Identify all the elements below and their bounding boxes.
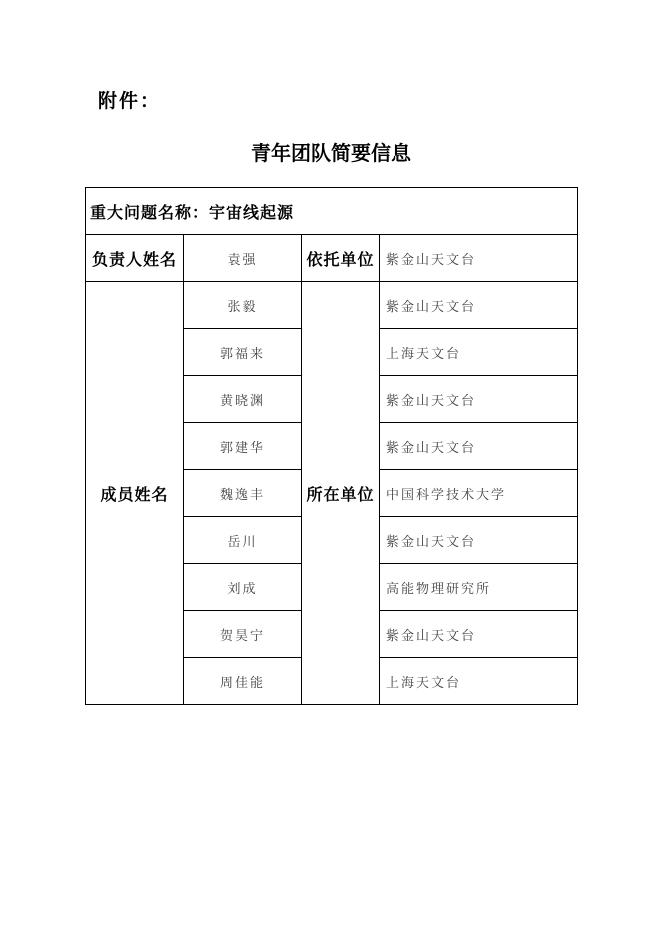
member-unit: 中国科学技术大学 (380, 470, 578, 517)
host-unit: 紫金山天文台 (380, 235, 578, 282)
member-name: 刘成 (184, 564, 302, 611)
member-name: 贺昊宁 (184, 611, 302, 658)
document-title: 青年团队简要信息 (251, 141, 411, 165)
attachment-label: 附件： (98, 90, 162, 112)
member-name: 郭建华 (184, 423, 302, 470)
leader-row (86, 235, 578, 282)
member-unit: 上海天文台 (380, 329, 578, 376)
member-unit: 高能物理研究所 (380, 564, 578, 611)
member-unit: 紫金山天文台 (380, 423, 578, 470)
member-unit: 紫金山天文台 (380, 517, 578, 564)
member-unit: 紫金山天文台 (380, 282, 578, 329)
leader-name: 袁强 (184, 235, 302, 282)
member-name: 岳川 (184, 517, 302, 564)
leader-name-label: 负责人姓名 (86, 235, 184, 282)
member-name-label: 成员姓名 (86, 282, 184, 705)
host-unit-label: 依托单位 (302, 235, 380, 282)
member-name: 郭福来 (184, 329, 302, 376)
member-name: 魏逸丰 (184, 470, 302, 517)
member-row (86, 282, 578, 329)
member-name: 张毅 (184, 282, 302, 329)
member-name: 周佳能 (184, 658, 302, 705)
member-unit-label: 所在单位 (302, 282, 380, 705)
member-unit: 紫金山天文台 (380, 376, 578, 423)
problem-row (86, 188, 578, 235)
problem-name-cell: 重大问题名称：宇宙线起源 (86, 188, 578, 235)
member-unit: 上海天文台 (380, 658, 578, 705)
team-info-table (85, 187, 578, 705)
member-unit: 紫金山天文台 (380, 611, 578, 658)
member-name: 黄晓渊 (184, 376, 302, 423)
